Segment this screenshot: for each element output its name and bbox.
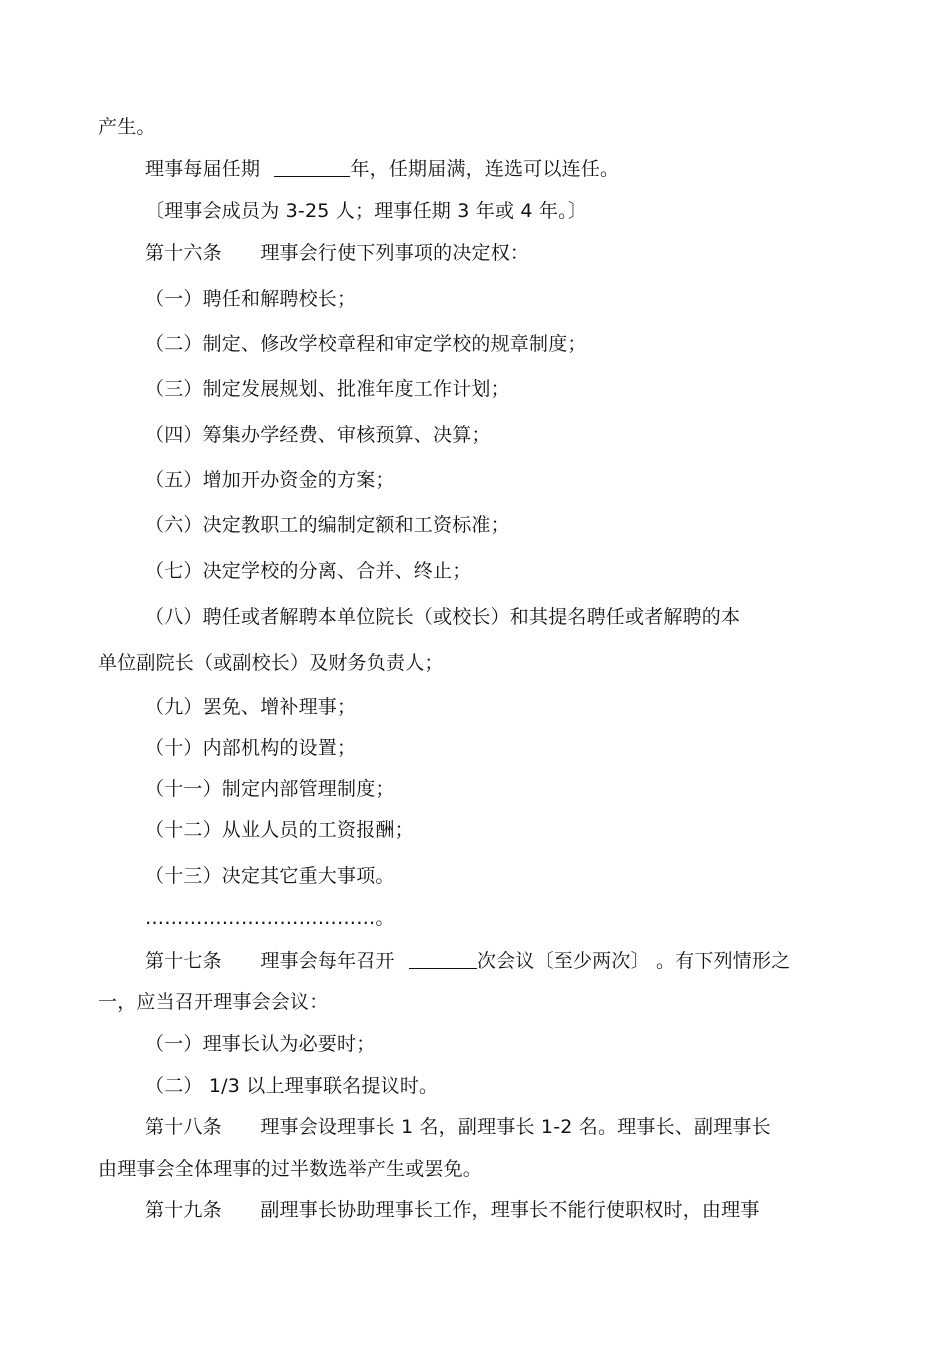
list-item: （十三）决定其它重大事项。 <box>145 865 395 887</box>
fill-in-blank <box>274 156 350 177</box>
text-line <box>98 1156 482 1182</box>
text-line <box>145 1031 375 1057</box>
list-item: （九）罢免、增补理事； <box>145 696 357 718</box>
text-line <box>145 1197 760 1223</box>
paragraph-text: 理事会行使下列事项的决定权： <box>260 242 530 264</box>
text-line <box>145 948 790 974</box>
text-line <box>145 1114 771 1140</box>
article-number: 第十七条 <box>145 950 222 972</box>
paragraph-text: 副理事长协助理事长工作，理事长不能行使职权时，由理事 <box>260 1199 760 1221</box>
list-item: （一）聘任和解聘校长； <box>145 288 357 310</box>
article-number: 第十八条 <box>145 1116 222 1138</box>
paragraph-text: 理事会设理事长 1 名，副理事长 1-2 名。理事长、副理事长 <box>260 1116 771 1138</box>
text-line <box>145 863 395 889</box>
text-line <box>145 240 529 266</box>
paragraph-text: 单位副院长（或副校长）及财务负责人； <box>98 652 444 674</box>
text-line <box>145 512 510 538</box>
text-line <box>145 286 356 312</box>
paragraph-text: 一，应当召开理事会会议： <box>98 991 329 1013</box>
list-item: （一）理事长认为必要时； <box>145 1033 376 1055</box>
text-line <box>145 467 395 493</box>
list-item: （七）决定学校的分离、合并、终止； <box>145 560 472 582</box>
paragraph-text: 理事会每年召开 <box>260 950 395 972</box>
paragraph-text: 〔理事会成员为 3-25 人；理事任期 3 年或 4 年。〕 <box>145 200 588 222</box>
list-item: （三）制定发展规划、批准年度工作计划； <box>145 378 510 400</box>
list-item: （五）增加开办资金的方案； <box>145 469 395 491</box>
list-item: （十一）制定内部管理制度； <box>145 778 395 800</box>
list-item: （十二）从业人员的工资报酬； <box>145 819 414 841</box>
list-item: （六）决定教职工的编制定额和工资标准； <box>145 514 510 536</box>
text-line <box>145 694 356 720</box>
text-line <box>98 114 156 140</box>
article-number: 第十六条 <box>145 242 222 264</box>
text-line <box>98 989 328 1015</box>
list-item: （二）制定、修改学校章程和审定学校的规章制度； <box>145 333 587 355</box>
text-line <box>145 905 395 931</box>
list-item: （四）筹集办学经费、审核预算、决算； <box>145 424 491 446</box>
text-line <box>145 776 395 802</box>
list-item: （二） 1/3 以上理事联名提议时。 <box>145 1075 439 1097</box>
text-line <box>145 376 510 402</box>
text-line <box>145 735 356 761</box>
list-item: （十）内部机构的设置； <box>145 737 357 759</box>
fill-in-blank <box>409 948 477 969</box>
text-line <box>145 558 471 584</box>
text-line <box>145 422 491 448</box>
paragraph-text: 年，任期届满，连选可以连任。 <box>350 158 620 180</box>
text-line <box>145 1073 438 1099</box>
paragraph-text: 产生。 <box>98 116 156 138</box>
ellipsis-line: ………………………………。 <box>145 907 395 929</box>
text-line <box>145 331 587 357</box>
text-line <box>145 817 414 843</box>
text-line <box>145 156 619 182</box>
paragraph-text: 由理事会全体理事的过半数选举产生或罢免。 <box>98 1158 483 1180</box>
list-item: （八）聘任或者解聘本单位院长（或校长）和其提名聘任或者解聘的本 <box>145 606 741 628</box>
text-line <box>98 650 444 676</box>
text-line <box>145 604 740 630</box>
text-line <box>145 198 587 224</box>
article-number: 第十九条 <box>145 1199 222 1221</box>
paragraph-text: 次会议〔至少两次〕 。有下列情形之 <box>476 950 791 972</box>
paragraph-text: 理事每届任期 <box>145 158 261 180</box>
